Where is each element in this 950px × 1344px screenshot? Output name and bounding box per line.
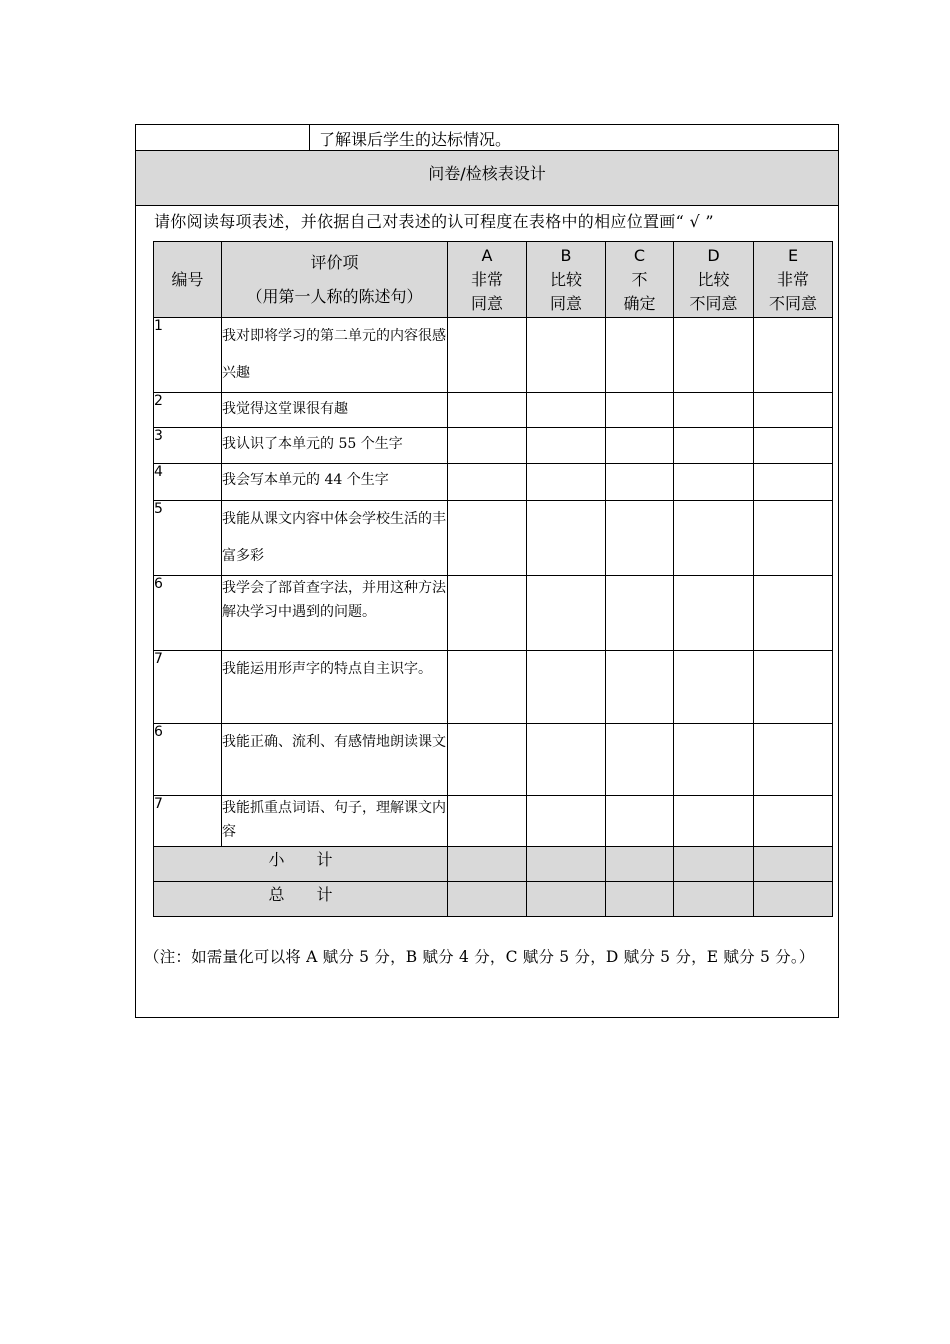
answer-cell[interactable]	[754, 393, 833, 428]
option-label: 同意	[549, 293, 582, 313]
option-letter: A	[481, 245, 493, 265]
objective-text: 了解课后学生的达标情况。	[319, 130, 512, 149]
answer-cell[interactable]	[606, 651, 674, 724]
instruction-text: 请你阅读每项表述，并依据自己对表述的认可程度在表格中的相应位置画“ √ ”	[154, 212, 714, 231]
document-frame	[135, 124, 839, 1018]
answer-cell[interactable]	[674, 393, 754, 428]
header-number: 编号	[154, 242, 222, 318]
option-letter: C	[633, 245, 646, 265]
row-statement: 我学会了部首查字法，并用这种方法解决学习中遇到的问题。	[222, 576, 448, 651]
row-number: 3	[154, 428, 222, 464]
option-label: 确定	[623, 293, 656, 313]
answer-cell[interactable]	[754, 576, 833, 651]
answer-cell[interactable]	[674, 651, 754, 724]
total-cell[interactable]	[527, 882, 606, 917]
subtotal-cell[interactable]	[674, 847, 754, 882]
row-statement: 我觉得这堂课很有趣	[222, 393, 448, 428]
table-row	[154, 393, 833, 428]
table-row	[154, 796, 833, 847]
answer-cell[interactable]	[448, 393, 527, 428]
answer-cell[interactable]	[754, 464, 833, 501]
answer-cell[interactable]	[606, 318, 674, 393]
option-label: 同意	[470, 293, 503, 313]
answer-cell[interactable]	[527, 393, 606, 428]
option-label: 非常	[470, 269, 503, 289]
header-option-c	[606, 242, 674, 318]
answer-cell[interactable]	[606, 576, 674, 651]
subtotal-cell[interactable]	[606, 847, 674, 882]
answer-cell[interactable]	[527, 464, 606, 501]
row-statement: 我认识了本单元的 55 个生字	[222, 428, 448, 464]
row-number: 1	[154, 318, 222, 393]
subtotal-cell[interactable]	[754, 847, 833, 882]
subtotal-row	[154, 847, 833, 882]
answer-cell[interactable]	[448, 428, 527, 464]
row-statement: 我能正确、流利、有感情地朗读课文	[222, 724, 448, 796]
table-row	[154, 501, 833, 576]
table-row	[154, 318, 833, 393]
table-row	[154, 651, 833, 724]
answer-cell[interactable]	[754, 501, 833, 576]
answer-cell[interactable]	[606, 796, 674, 847]
row-statement: 我对即将学习的第二单元的内容很感兴趣	[222, 318, 448, 393]
answer-cell[interactable]	[674, 796, 754, 847]
answer-cell[interactable]	[527, 576, 606, 651]
table-row	[154, 464, 833, 501]
answer-cell[interactable]	[754, 318, 833, 393]
row-number: 4	[154, 464, 222, 501]
option-label: 比较	[697, 269, 730, 289]
option-letter: D	[707, 245, 720, 265]
objective-label-cell	[136, 125, 310, 150]
row-number: 7	[154, 796, 222, 847]
total-label: 总 计	[154, 882, 448, 917]
header-option-a	[448, 242, 527, 318]
answer-cell[interactable]	[674, 724, 754, 796]
row-number: 6	[154, 576, 222, 651]
option-letter: E	[787, 245, 799, 265]
option-label: 比较	[549, 269, 582, 289]
subtotal-cell[interactable]	[527, 847, 606, 882]
answer-cell[interactable]	[448, 576, 527, 651]
total-cell[interactable]	[754, 882, 833, 917]
table-header-row	[154, 242, 833, 318]
row-statement: 我能运用形声字的特点自主识字。	[222, 651, 448, 724]
answer-cell[interactable]	[606, 501, 674, 576]
objective-row	[136, 125, 838, 151]
header-option-d	[674, 242, 754, 318]
answer-cell[interactable]	[754, 428, 833, 464]
answer-cell[interactable]	[674, 501, 754, 576]
row-number: 2	[154, 393, 222, 428]
answer-cell[interactable]	[674, 318, 754, 393]
subtotal-label: 小 计	[154, 847, 448, 882]
subtotal-cell[interactable]	[448, 847, 527, 882]
answer-cell[interactable]	[527, 724, 606, 796]
answer-cell[interactable]	[527, 318, 606, 393]
option-letter: B	[560, 245, 572, 265]
row-number: 6	[154, 724, 222, 796]
option-label: 不同意	[768, 293, 817, 313]
table-row	[154, 576, 833, 651]
row-statement: 我会写本单元的 44 个生字	[222, 464, 448, 501]
answer-cell[interactable]	[754, 796, 833, 847]
scoring-note: （注：如需量化可以将 A 赋分 5 分，B 赋分 4 分，C 赋分 5 分，D 赋分 5 分，E 赋分 5 分。）	[144, 948, 815, 966]
header-option-e	[754, 242, 833, 318]
option-label: 非常	[776, 269, 809, 289]
answer-cell[interactable]	[674, 576, 754, 651]
row-number: 5	[154, 501, 222, 576]
header-item-subtitle: （用第一人称的陈述句）	[246, 286, 423, 306]
answer-cell[interactable]	[606, 393, 674, 428]
total-row	[154, 882, 833, 917]
answer-cell[interactable]	[448, 724, 527, 796]
total-cell[interactable]	[448, 882, 527, 917]
answer-cell[interactable]	[527, 501, 606, 576]
answer-cell[interactable]	[674, 428, 754, 464]
answer-cell[interactable]	[606, 724, 674, 796]
answer-cell[interactable]	[527, 796, 606, 847]
table-row	[154, 724, 833, 796]
answer-cell[interactable]	[448, 651, 527, 724]
answer-cell[interactable]	[606, 464, 674, 501]
header-item	[222, 242, 448, 318]
answer-cell[interactable]	[754, 651, 833, 724]
table-row	[154, 428, 833, 464]
survey-table	[153, 241, 833, 917]
option-label: 不	[631, 269, 648, 289]
answer-cell[interactable]	[527, 428, 606, 464]
option-label: 不同意	[689, 293, 738, 313]
answer-cell[interactable]	[674, 464, 754, 501]
answer-cell[interactable]	[448, 501, 527, 576]
header-item-title: 评价项	[310, 252, 359, 272]
answer-cell[interactable]	[448, 796, 527, 847]
answer-cell[interactable]	[448, 464, 527, 501]
answer-cell[interactable]	[606, 428, 674, 464]
answer-cell[interactable]	[754, 724, 833, 796]
row-statement: 我能从课文内容中体会学校生活的丰富多彩	[222, 501, 448, 576]
header-option-b	[527, 242, 606, 318]
row-statement: 我能抓重点词语、句子，理解课文内容	[222, 796, 448, 847]
total-cell[interactable]	[674, 882, 754, 917]
answer-cell[interactable]	[527, 651, 606, 724]
section-title: 问卷/检核表设计	[136, 151, 838, 206]
row-number: 7	[154, 651, 222, 724]
total-cell[interactable]	[606, 882, 674, 917]
answer-cell[interactable]	[448, 318, 527, 393]
